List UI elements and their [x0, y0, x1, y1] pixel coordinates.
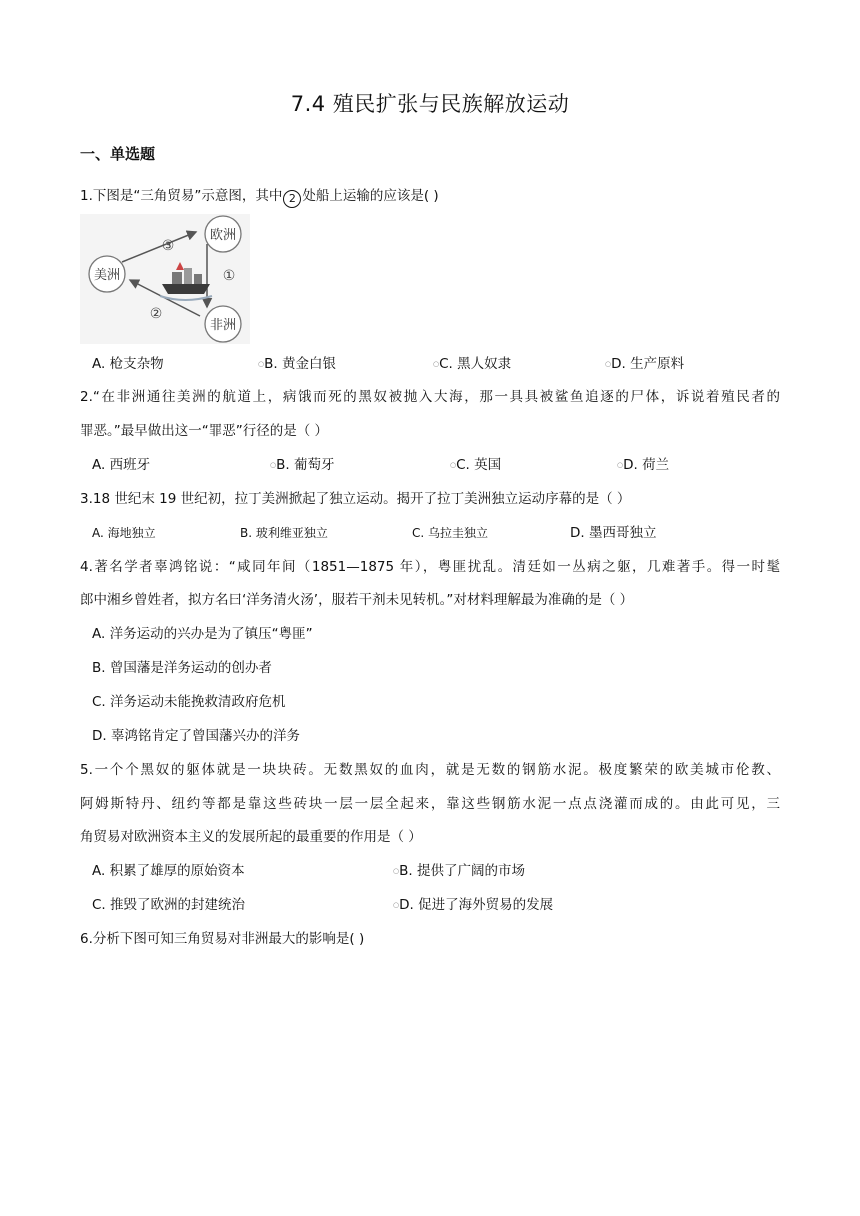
radio-icon: ○	[393, 867, 400, 875]
question-1-text-a: 1.下图是“三角贸易”示意图，其中	[80, 188, 283, 204]
q3-option-b[interactable]: B. 玻利维亚独立	[240, 526, 328, 540]
q4-option-c[interactable]: C. 洋务运动未能挽救清政府危机	[92, 694, 286, 710]
q1-option-b[interactable]	[258, 354, 336, 374]
q3-option-d[interactable]: D. 墨西哥独立	[570, 525, 657, 541]
radio-icon: ○	[450, 461, 457, 469]
radio-icon: ○	[393, 901, 400, 909]
marker-2: ②	[149, 306, 163, 322]
q2-option-b[interactable]	[270, 455, 334, 475]
q2-option-c-label: C. 英国	[456, 457, 502, 473]
q4-option-a[interactable]: A. 洋务运动的兴办是为了镇压“粤匪”	[92, 626, 313, 642]
question-4-line-2: 郎中湘乡曾姓者，拟方名曰‘洋务清火汤’，服若干剂未见转机。”对材料理解最为准确的是（ ）	[80, 592, 634, 608]
circled-number-icon: 2	[283, 190, 301, 208]
q2-option-d-label: D. 荷兰	[623, 457, 670, 473]
q1-option-d-label: D. 生产原料	[611, 356, 685, 372]
marker-1: ①	[222, 268, 236, 284]
q2-option-d[interactable]	[617, 455, 669, 475]
marker-3: ③	[161, 238, 175, 254]
q4-option-d[interactable]: D. 辜鸿铭肯定了曾国藩兴办的洋务	[92, 728, 300, 744]
america-label: 美洲	[93, 268, 121, 283]
q5-option-a[interactable]: A. 积累了雄厚的原始资本	[92, 863, 245, 879]
question-4-line-1: 4.著名学者辜鸿铭说：“咸同年间（1851—1875 年），粤匪扰乱。清廷如一丛病之躯，几难著手。得一时髦	[80, 559, 780, 575]
triangle-trade-diagram	[80, 214, 250, 344]
q5-option-c[interactable]: C. 推毁了欧洲的封建统治	[92, 897, 246, 913]
q1-option-c[interactable]	[433, 354, 511, 374]
radio-icon: ○	[605, 360, 612, 368]
q5-option-d-label: D. 促进了海外贸易的发展	[399, 897, 554, 913]
africa-label: 非洲	[209, 318, 237, 333]
question-1-stem	[80, 186, 780, 208]
q2-option-a[interactable]: A. 西班牙	[92, 457, 151, 473]
radio-icon: ○	[258, 360, 265, 368]
question-5-line-1: 5.一个个黑奴的躯体就是一块块砖。无数黑奴的血肉，就是无数的钢筋水泥。极度繁荣的欧美城市伦教、	[80, 762, 780, 778]
q5-option-b-label: B. 提供了广阔的市场	[399, 863, 525, 879]
question-3-line-1: 3.18 世纪末 19 世纪初，拉丁美洲掀起了独立运动。揭开了拉丁美洲独立运动序幕的是（ ）	[80, 491, 631, 507]
europe-label: 欧洲	[209, 228, 237, 243]
q1-option-c-label: C. 黑人奴隶	[439, 356, 512, 372]
question-5-line-3: 角贸易对欧洲资本主义的发展所起的最重要的作用是（ ）	[80, 829, 422, 845]
q5-option-b[interactable]	[393, 861, 525, 881]
radio-icon: ○	[617, 461, 624, 469]
q2-option-c[interactable]	[450, 455, 501, 475]
question-6-line-1: 6.分析下图可知三角贸易对非洲最大的影响是( )	[80, 931, 365, 947]
question-2-line-1: 2.“在非洲通往美洲的航道上，病饿而死的黑奴被抛入大海，那一具具被鲨鱼追逐的尸体，诉说着殖民者的	[80, 389, 780, 405]
q3-option-a[interactable]: A. 海地独立	[92, 526, 156, 540]
radio-icon: ○	[270, 461, 277, 469]
q1-option-a[interactable]: A. 枪支杂物	[92, 356, 164, 372]
q5-option-d[interactable]	[393, 895, 553, 915]
q1-option-b-label: B. 黄金白银	[264, 356, 336, 372]
question-5-line-2: 阿姆斯特丹、纽约等都是靠这些砖块一层一层全起来，靠这些钢筋水泥一点点浇灌而成的。由此可见，三	[80, 796, 780, 812]
radio-icon: ○	[433, 360, 440, 368]
q3-option-c[interactable]: C. 乌拉圭独立	[412, 526, 489, 540]
section-heading: 一、单选题	[80, 145, 156, 163]
question-2-line-2: 罪恶。”最早做出这一“罪恶”行径的是（ ）	[80, 423, 329, 439]
q4-option-b[interactable]: B. 曾国藩是洋务运动的创办者	[92, 660, 272, 676]
q1-option-d[interactable]	[605, 354, 684, 374]
q2-option-b-label: B. 葡萄牙	[276, 457, 335, 473]
question-1-text-b: 处船上运输的应该是( )	[302, 188, 439, 204]
document-title: 7.4 殖民扩张与民族解放运动	[290, 92, 570, 116]
